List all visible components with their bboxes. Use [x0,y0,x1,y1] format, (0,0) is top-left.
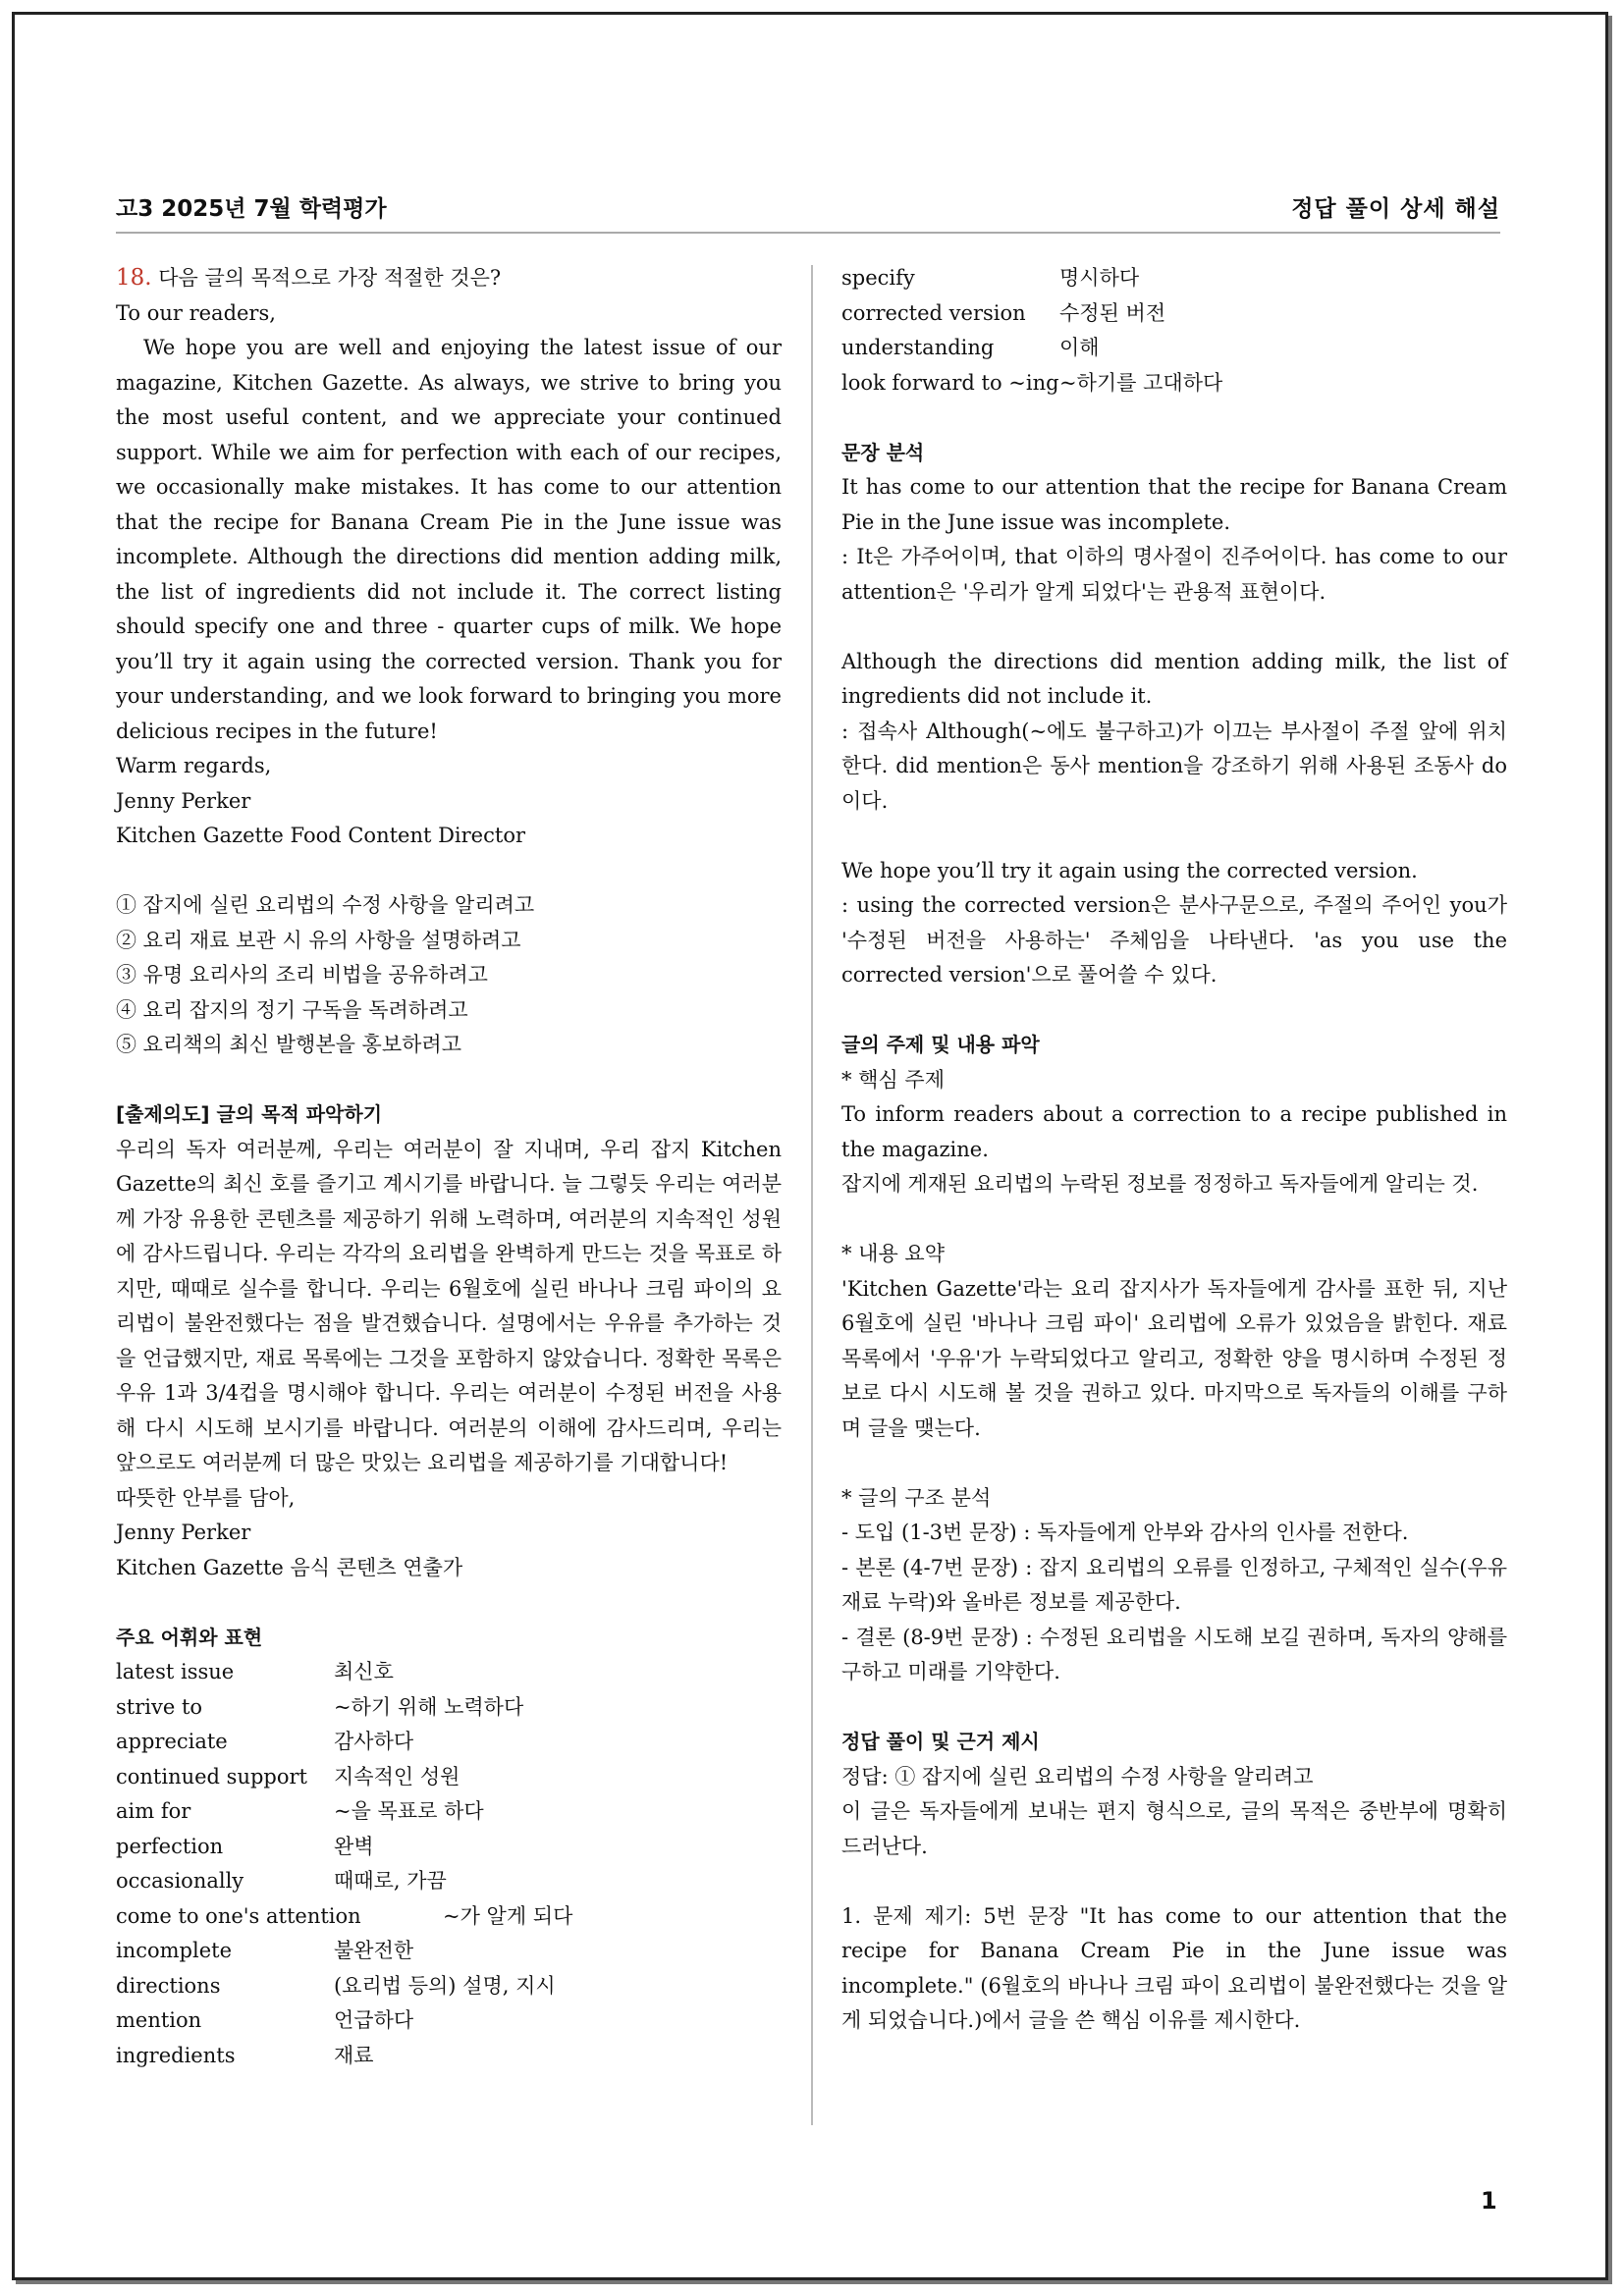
vocab-row [841,366,1507,401]
theme-heading: 글의 주제 및 내용 파악 [841,1033,1040,1056]
vocab-en: perfection [116,1834,224,1858]
theme-summary-label: * 내용 요약 [841,1242,945,1265]
vocab-ko: 언급하다 [334,2008,414,2032]
passage-signer: Jenny Perker [116,788,251,813]
answer-line: 정답: ① 잡지에 실린 요리법의 수정 사항을 알리려고 [841,1764,1314,1789]
theme-core-label: * 핵심 주제 [841,1067,945,1092]
vocab-row [116,1830,782,1865]
vocab-row [116,1969,782,2004]
choice-1: ① 잡지에 실린 요리법의 수정 사항을 알리려고 [116,893,535,917]
vocab-row [116,1934,782,1969]
analysis-sentence: It has come to our attention that the recipe for Banana Cream Pie in the June issue was incomplete. [841,475,1507,534]
intent-signer-title: Kitchen Gazette 음식 콘텐츠 연출가 [116,1555,463,1579]
vocab-ko: 최신호 [334,1660,394,1683]
choice-3: ③ 유명 요리사의 조리 비법을 공유하려고 [116,963,488,987]
column-divider [811,265,813,2125]
vocab-ko: ~하기를 고대하다 [1059,370,1223,395]
vocab-ko: (요리법 등의) 설명, 지시 [334,1973,556,1998]
choice-5: ⑤ 요리책의 최신 발행본을 홍보하려고 [116,1033,461,1056]
passage-body: We hope you are well and enjoying the latest issue of our magazine, Kitchen Gazette. As always, we strive to bring you the most useful content, and we appreciate your continued support. While we aim for perfection with each of our recipes, we occasionally make mistakes. It has come to our attention that the recipe for Banana Cream Pie in the June issue was incomplete. Although the directions did mention adding milk, the list of ingredients did not include it. The correct listing should specify one and three - quarter cups of milk. We hope you’ll try it again using the corrected version. Thank you for your understanding, and we look forward to bringing you more delicious recipes in the future! [116,336,782,743]
vocab-ko: 이해 [1059,336,1100,359]
intent-closing: 따뜻한 안부를 담아, [116,1485,296,1510]
vocab-ko: 감사하다 [334,1730,414,1753]
vocab-en: incomplete [116,1939,233,1962]
choice-4: ④ 요리 잡지의 정기 구독을 독려하려고 [116,997,468,1022]
intent-heading: [출제의도] 글의 목적 파악하기 [116,1102,383,1126]
vocab-en: occasionally [116,1869,244,1893]
vocab-ko: ~을 목표로 하다 [334,1799,484,1823]
structure-item: - 도입 (1-3번 문장) : 독자들에게 안부와 감사의 인사를 전한다. [841,1521,1409,1544]
vocab-en: latest issue [116,1660,235,1683]
vocab-row [116,1760,782,1795]
vocab-row [841,296,1507,332]
vocab-ko: 때때로, 가끔 [334,1869,447,1893]
analysis-note: : using the corrected version은 분사구문으로, 주절의 주어인 you가 '수정된 버전을 사용하는' 주체임을 나타낸다. 'as you use the corrected version'으로 풀어쓸 수 있다. [841,893,1507,987]
analysis-note: : 접속사 Although(~에도 불구하고)가 이끄는 부사절이 주절 앞에 위치한다. did mention은 동사 mention을 강조하기 위해 사용된 조동사 do이다. [841,719,1507,813]
vocab-row [116,1690,782,1726]
vocab-row [116,2003,782,2039]
page-header [116,187,1500,234]
vocab-en: aim for [116,1799,191,1823]
vocab-en: directions [116,1973,221,1998]
vocab-row [116,1655,782,1690]
structure-item: - 본론 (4-7번 문장) : 잡지 요리법의 오류를 인정하고, 구체적인 실수(우유 재료 누락)와 올바른 정보를 제공한다. [841,1555,1507,1614]
question-number: 18. [116,265,152,291]
passage-greeting: To our readers, [116,300,276,325]
vocab-ko: 불완전한 [334,1939,414,1962]
passage-signer-title: Kitchen Gazette Food Content Director [116,824,525,847]
vocab-ko: 지속적인 성원 [334,1764,460,1789]
choice-2: ② 요리 재료 보관 시 유의 사항을 설명하려고 [116,928,521,952]
vocab-en: specify [841,266,915,290]
header-section-title: 정답 풀이 상세 해설 [1291,196,1500,222]
vocab-en: mention [116,2008,202,2032]
right-column [841,261,1507,2039]
vocab-en: ingredients [116,2043,236,2067]
structure-item: - 결론 (8-9번 문장) : 수정된 요리법을 시도해 보길 권하며, 독자의 양해를 구하고 미래를 기약한다. [841,1625,1507,1683]
vocab-ko: ~가 알게 되다 [443,1903,573,1928]
answer-heading: 정답 풀이 및 근거 제시 [841,1730,1040,1753]
vocab-en: strive to [116,1694,203,1719]
vocab-ko: 명시하다 [1059,266,1140,290]
intent-signer: Jenny Perker [116,1521,251,1544]
answer-explanation: 이 글은 독자들에게 보내는 편지 형식으로, 글의 목적은 중반부에 명확히 드러난다. [841,1799,1507,1858]
vocab-row [116,1794,782,1830]
analysis-heading: 문장 분석 [841,440,925,464]
vocab-en: appreciate [116,1730,228,1753]
vocab-row [116,1864,782,1899]
vocab-row [116,1899,782,1935]
vocab-heading: 주요 어휘와 표현 [116,1625,263,1649]
vocab-row [116,1725,782,1760]
theme-summary: 'Kitchen Gazette'라는 요리 잡지사가 독자들에게 감사를 표한 뒤, 지난 6월호에 실린 '바나나 크림 파이' 요리법에 오류가 있었음을 밝힌다. 재료 목록에서 '우유'가 누락되었다고 알리고, 정확한 양을 명시하며 수정된 정보로 다시 시도해 볼 것을 권하고 있다. 마지막으로 독자들의 이해를 구하며 글을 맺는다. [841,1276,1507,1440]
vocab-en: come to one's attention [116,1903,361,1928]
intent-translation: 우리의 독자 여러분께, 우리는 여러분이 잘 지내며, 우리 잡지 Kitchen Gazette의 최신 호를 즐기고 계시기를 바랍니다. 늘 그렇듯 우리는 여러분께 가장 유용한 콘텐츠를 제공하기 위해 노력하며, 여러분의 지속적인 성원에 감사드립니다. 우리는 각각의 요리법을 완벽하게 만드는 것을 목표로 하지만, 때때로 실수를 합니다. 우리는 6월호에 실린 바나나 크림 파이의 요리법이 불완전했다는 점을 발견했습니다. 설명에서는 우유를 추가하는 것을 언급했지만, 재료 목록에는 그것을 포함하지 않았습니다. 정확한 목록은 우유 1과 3/4컵을 명시해야 합니다. 우리는 여러분이 수정된 버전을 사용해 다시 시도해 보시기를 바랍니다. 여러분의 이해에 감사드리며, 우리는 앞으로도 여러분께 더 많은 맛있는 요리법을 제공하기를 기대합니다! [116,1137,782,1474]
analysis-sentence: Although the directions did mention adding milk, the list of ingredients did not include it. [841,649,1507,708]
theme-structure-label: * 글의 구조 분석 [841,1485,992,1510]
theme-core-ko: 잡지에 게재된 요리법의 누락된 정보를 정정하고 독자들에게 알리는 것. [841,1172,1479,1196]
page-number: 1 [1481,2187,1497,2215]
question-line [116,261,782,296]
vocab-ko: 수정된 버전 [1059,300,1166,325]
passage-closing: Warm regards, [116,754,272,777]
vocab-row [116,2039,782,2074]
vocab-row [841,261,1507,296]
header-exam-title: 고3 2025년 7월 학력평가 [116,196,387,222]
question-prompt: 다음 글의 목적으로 가장 적절한 것은? [158,266,502,290]
analysis-note: : It은 가주어이며, that 이하의 명사절이 진주어이다. has come to our attention은 '우리가 알게 되었다'는 관용적 표현이다. [841,545,1507,604]
analysis-sentence: We hope you’ll try it again using the corrected version. [841,858,1418,882]
vocab-ko: 완벽 [334,1834,374,1858]
theme-core-en: To inform readers about a correction to a recipe published in the magazine. [841,1102,1507,1161]
vocab-row [841,331,1507,366]
vocab-ko: 재료 [334,2043,374,2067]
vocab-en: corrected version [841,300,1026,325]
vocab-en: look forward to ~ing [841,370,1059,395]
answer-point-1: 1. 문제 제기: 5번 문장 "It has come to our attention that the recipe for Banana Cream Pie in the June issue was incomplete." (6월호의 바나나 크림 파이 요리법이 불완전했다는 것을 알게 되었습니다.)에서 글을 쓴 핵심 이유를 제시한다. [841,1903,1507,2032]
left-column [116,261,782,2073]
vocab-en: understanding [841,336,995,359]
vocab-ko: ~하기 위해 노력하다 [334,1694,524,1719]
vocab-en: continued support [116,1764,307,1789]
